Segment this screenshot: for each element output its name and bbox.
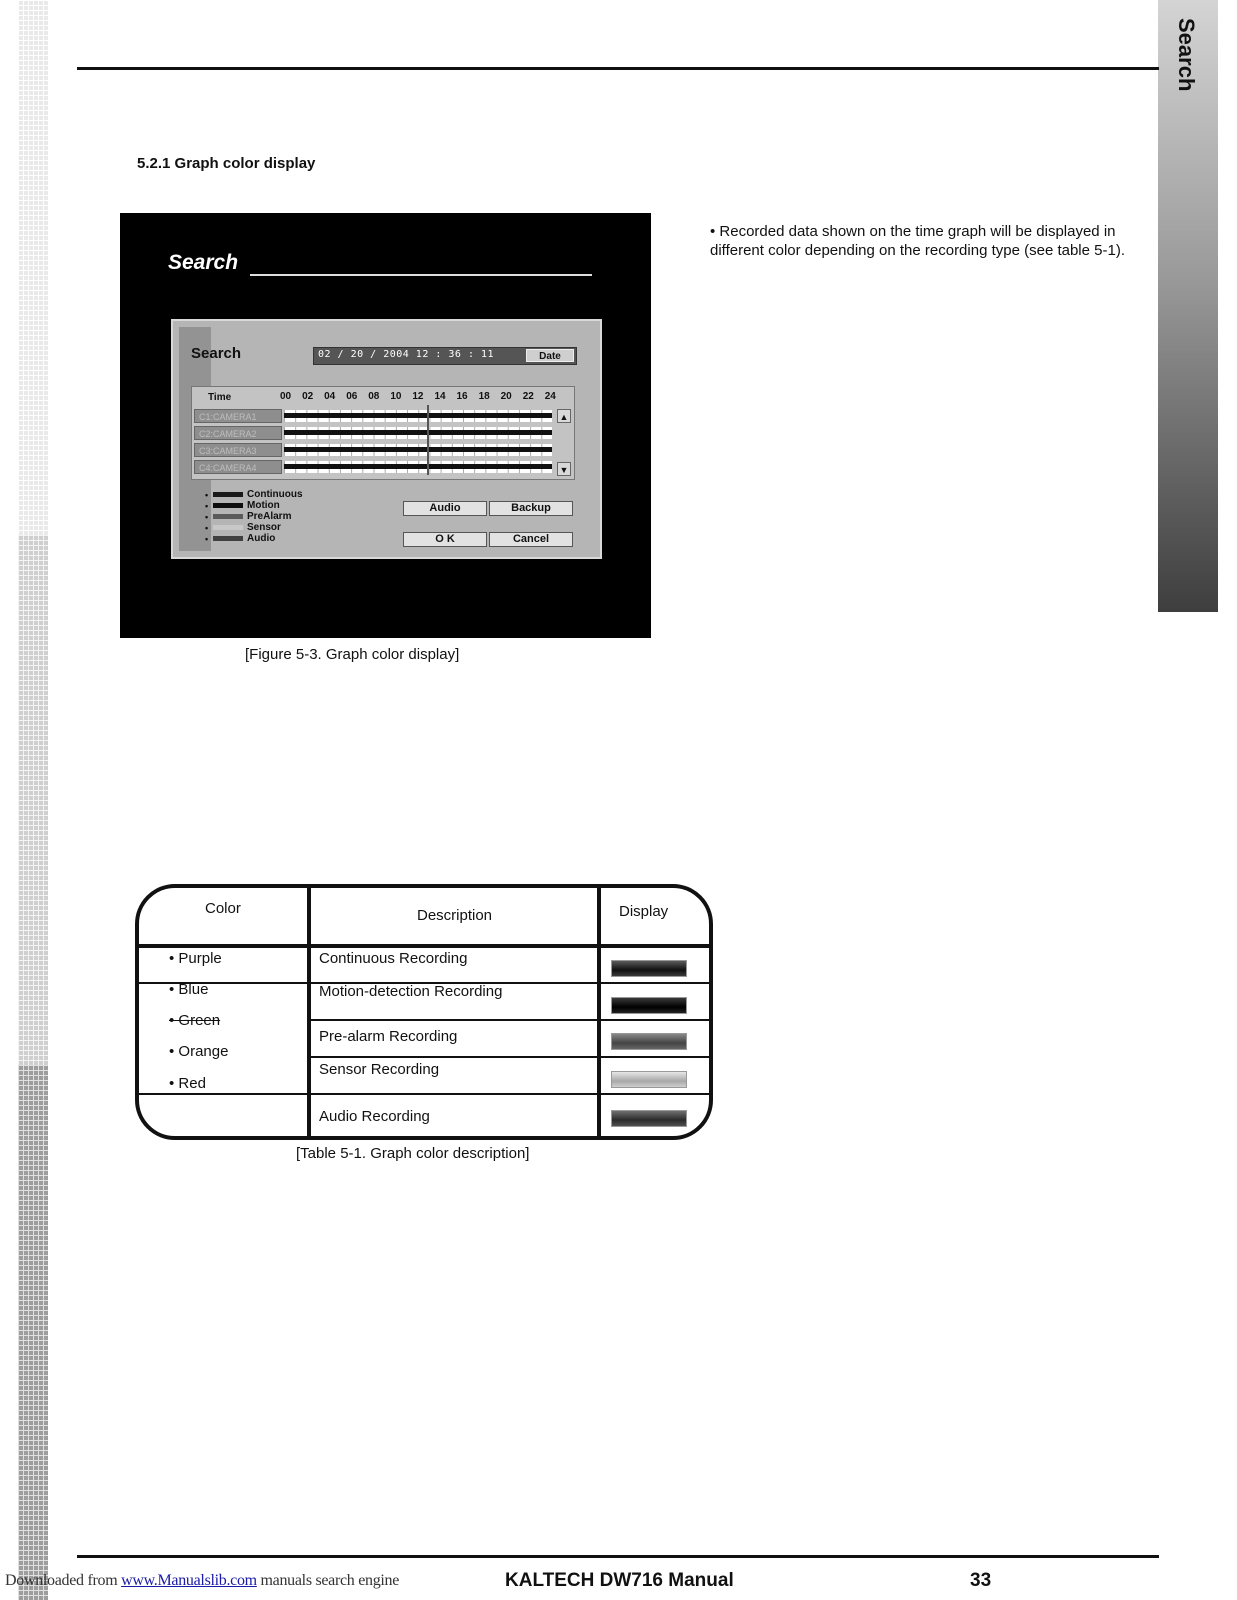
- manual-title: KALTECH DW716 Manual: [505, 1570, 734, 1591]
- color-name: • Blue: [169, 981, 209, 998]
- hour-tick: 12: [412, 391, 424, 402]
- hour-tick: 20: [500, 391, 512, 402]
- search-screen-figure: [120, 213, 651, 638]
- table-row-rule: [307, 1019, 713, 1021]
- table-caption: [Table 5-1. Graph color description]: [296, 1145, 530, 1162]
- color-name: • Red: [169, 1075, 206, 1092]
- legend-item: • Audio: [205, 533, 276, 544]
- audio-button[interactable]: Audio: [403, 501, 487, 516]
- cancel-button[interactable]: Cancel: [489, 532, 573, 547]
- time-graph: [191, 386, 575, 480]
- camera-row-label[interactable]: C4:CAMERA4: [194, 460, 282, 474]
- hour-tick: 02: [302, 391, 314, 402]
- download-prefix: Downloaded from: [5, 1572, 122, 1589]
- hour-scale: [280, 391, 556, 402]
- search-dialog: [171, 319, 602, 559]
- hour-tick: 04: [324, 391, 336, 402]
- display-swatch: [611, 1071, 687, 1088]
- header-color: Color: [205, 900, 241, 917]
- header-rule: [77, 67, 1159, 70]
- manualslib-link[interactable]: www.Manualslib.com: [121, 1572, 257, 1589]
- page-number: 33: [970, 1570, 992, 1591]
- recording-description: Audio Recording: [319, 1108, 430, 1125]
- chapter-side-tab-label: Search: [1174, 18, 1199, 92]
- camera-row-label[interactable]: C2:CAMERA2: [194, 426, 282, 440]
- color-table: [135, 884, 713, 1140]
- table-divider: [307, 888, 311, 1140]
- chapter-side-tab: [1158, 0, 1218, 612]
- color-name: • Green: [169, 1012, 221, 1029]
- section-title: 5.2.1 Graph color display: [137, 155, 316, 172]
- screen-heading-underline: [250, 274, 592, 276]
- hour-tick: 00: [280, 391, 292, 402]
- hour-tick: 10: [390, 391, 402, 402]
- legend-item: • Continuous: [205, 489, 303, 500]
- display-swatch: [611, 1110, 687, 1127]
- camera-track[interactable]: [284, 444, 552, 456]
- footer-rule: [77, 1555, 1159, 1558]
- download-notice: [5, 1572, 399, 1590]
- dialog-title: Search: [191, 345, 242, 362]
- display-swatch: [611, 960, 687, 977]
- display-swatch: [611, 1033, 687, 1050]
- camera-track[interactable]: [284, 410, 552, 422]
- table-header-rule: [139, 944, 713, 948]
- scroll-down-icon[interactable]: ▼: [557, 462, 571, 476]
- screen-heading: Search: [168, 251, 239, 274]
- hour-tick: 24: [544, 391, 556, 402]
- backup-button[interactable]: Backup: [489, 501, 573, 516]
- left-margin-pattern: [18, 0, 48, 1600]
- table-row-rule: [307, 1056, 713, 1058]
- datetime-value: 02 / 20 / 2004 12 : 36 : 11: [318, 349, 495, 360]
- download-suffix: manuals search engine: [256, 1572, 400, 1589]
- ok-button[interactable]: O K: [403, 532, 487, 547]
- camera-track[interactable]: [284, 427, 552, 439]
- recording-description: Continuous Recording: [319, 950, 468, 967]
- legend-item: • Sensor: [205, 522, 281, 533]
- hour-tick: 16: [456, 391, 468, 402]
- legend-item: • Motion: [205, 500, 280, 511]
- color-name: • Purple: [169, 950, 222, 967]
- display-swatch: [611, 997, 687, 1014]
- camera-row-label[interactable]: C3:CAMERA3: [194, 443, 282, 457]
- header-display: Display: [619, 903, 669, 920]
- scroll-up-icon[interactable]: ▲: [557, 409, 571, 423]
- datetime-bar: [313, 347, 577, 365]
- time-cursor[interactable]: [427, 405, 429, 475]
- description-paragraph: • Recorded data shown on the time graph will be displayed in different color depending on the recording type (see table 5-1).: [710, 223, 1125, 259]
- legend-item: • PreAlarm: [205, 511, 292, 522]
- hour-tick: 08: [368, 391, 380, 402]
- time-label: Time: [208, 392, 232, 403]
- camera-row-label[interactable]: C1:CAMERA1: [194, 409, 282, 423]
- recording-description: Motion-detection Recording: [319, 983, 503, 1000]
- camera-track[interactable]: [284, 461, 552, 473]
- color-name: • Orange: [169, 1043, 229, 1060]
- recording-description: Sensor Recording: [319, 1061, 440, 1078]
- hour-tick: 14: [434, 391, 446, 402]
- date-button[interactable]: Date: [526, 349, 574, 362]
- table-divider: [597, 888, 601, 1140]
- hour-tick: 22: [522, 391, 534, 402]
- hour-tick: 06: [346, 391, 358, 402]
- hour-tick: 18: [478, 391, 490, 402]
- figure-caption: [Figure 5-3. Graph color display]: [245, 646, 460, 663]
- table-row-rule: [139, 1093, 713, 1095]
- header-description: Description: [417, 907, 493, 924]
- recording-legend: [205, 489, 303, 544]
- recording-description: Pre-alarm Recording: [319, 1028, 458, 1045]
